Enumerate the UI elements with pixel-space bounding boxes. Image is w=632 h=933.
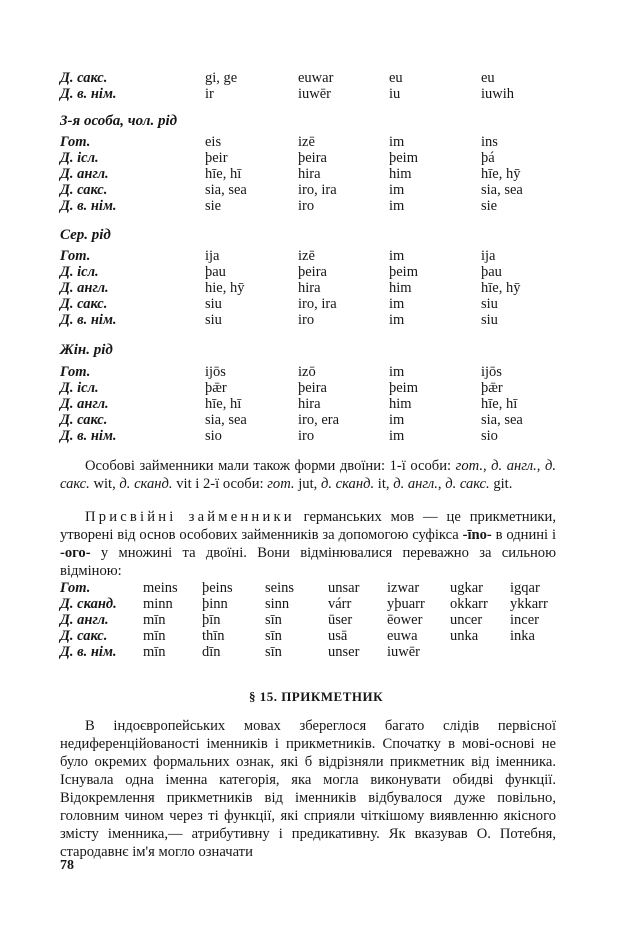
table-cell: ijōs [205, 364, 226, 380]
table-row [0, 86, 632, 103]
language-label: Гот. [60, 248, 91, 264]
table-cell: iuwēr [387, 644, 421, 660]
table-cell: þeir [205, 150, 228, 166]
table-row [0, 580, 632, 597]
table-cell: ija [205, 248, 220, 264]
table-cell: þeim [389, 264, 418, 280]
table-row [0, 412, 632, 429]
table-row [0, 612, 632, 629]
table-cell: eu [389, 70, 403, 86]
table-row [0, 166, 632, 183]
table-cell: sia, sea [481, 182, 523, 198]
language-label: Д. сакс. [60, 296, 108, 312]
table-cell: im [389, 296, 405, 312]
table-cell: mīn [143, 612, 166, 628]
language-label: Д. англ. [60, 612, 109, 628]
language-label: Гот. [60, 580, 91, 596]
table-cell: þǣr [481, 380, 503, 396]
table-cell: unser [328, 644, 360, 660]
table-cell: siu [481, 312, 498, 328]
table-row [0, 312, 632, 329]
emphasized-term: Присвійні займенники [85, 509, 295, 525]
table-cell: incer [510, 612, 539, 628]
language-label: Д. сканд. [60, 596, 117, 612]
table-row [0, 380, 632, 397]
table-cell: iro, ira [298, 182, 337, 198]
language-label: Гот. [60, 134, 91, 150]
section-heading: 3-я особа, чол. рід [60, 113, 178, 129]
language-abbrev: д. сканд. [119, 476, 173, 492]
table-cell: usā [328, 628, 348, 644]
table-cell: þeira [298, 380, 327, 396]
paragraph-text: у множині та двоїні. Вони відмінювалися переважно за сильною відміною: [60, 545, 556, 579]
language-label: Д. англ. [60, 396, 109, 412]
table-cell: im [389, 412, 405, 428]
table-cell: im [389, 198, 405, 214]
table-cell: hira [298, 280, 321, 296]
table-row [0, 150, 632, 167]
table-cell: iro, era [298, 412, 340, 428]
paragraph-text: jut, [294, 476, 321, 492]
section-heading: Сер. рід [60, 227, 111, 243]
table-cell: þau [205, 264, 226, 280]
table-cell: izē [298, 134, 315, 150]
table-cell: thīn [202, 628, 225, 644]
language-label: Д. англ. [60, 166, 109, 182]
table-cell: sia, sea [481, 412, 523, 428]
table-cell: sio [205, 428, 222, 444]
table-cell: ija [481, 248, 496, 264]
language-label: Д. англ. [60, 280, 109, 296]
table-cell: hīe, hī [205, 396, 242, 412]
table-cell: iro [298, 198, 315, 214]
table-cell: im [389, 182, 405, 198]
table-cell: him [389, 166, 412, 182]
suffix-term: -ого- [60, 545, 91, 561]
table-row [0, 182, 632, 199]
suffix-term: -īno- [462, 527, 492, 543]
table-cell: im [389, 312, 405, 328]
language-label: Д. сакс. [60, 182, 108, 198]
table-cell: þá [481, 150, 495, 166]
table-cell: euwar [298, 70, 334, 86]
table-cell: hīe, hī [481, 396, 518, 412]
paragraph-text: wit, [89, 476, 120, 492]
table-cell: þeira [298, 150, 327, 166]
table-cell: igqar [510, 580, 540, 596]
language-label: Д. сакс. [60, 412, 108, 428]
language-abbrev: гот., д. англ., д. сакс. [60, 458, 557, 492]
table-cell: izwar [387, 580, 420, 596]
table-cell: im [389, 134, 405, 150]
language-label: Д. в. нім. [60, 428, 117, 444]
language-label: Д. ісл. [60, 264, 99, 280]
section-title: § 15. ПРИКМЕТНИК [248, 689, 384, 704]
table-cell: hīe, hī [205, 166, 242, 182]
table-cell: siu [205, 312, 222, 328]
table-cell: hīe, hȳ [481, 166, 521, 182]
table-cell: him [389, 396, 412, 412]
table-cell: hīe, hȳ [481, 280, 521, 296]
table-cell: ykkarr [510, 596, 548, 612]
table-cell: ijōs [481, 364, 502, 380]
table-cell: seins [265, 580, 294, 596]
table-cell: izō [298, 364, 316, 380]
table-cell: sīn [265, 644, 282, 660]
paragraph-text: Особові займенники мали також форми двоїни: 1-ї особи: [85, 458, 456, 474]
table-row [0, 628, 632, 645]
table-cell: mīn [143, 644, 166, 660]
table-cell: uncer [450, 612, 483, 628]
table-row [0, 134, 632, 151]
table-row [0, 596, 632, 613]
table-cell: ir [205, 86, 214, 102]
table-cell: þeins [202, 580, 233, 596]
table-cell: sie [481, 198, 498, 214]
paragraph-text: в однині і [491, 527, 556, 543]
table-row [0, 644, 632, 661]
language-label: Д. в. нім. [60, 198, 117, 214]
table-cell: iro, ira [298, 296, 337, 312]
page-number: 78 [60, 858, 74, 873]
table-cell: euwa [387, 628, 418, 644]
table-row [0, 198, 632, 215]
table-cell: inka [510, 628, 535, 644]
table-cell: sia, sea [205, 182, 247, 198]
paragraph-dual-forms [60, 457, 556, 493]
table-row [0, 428, 632, 445]
language-label: Д. ісл. [60, 150, 99, 166]
language-label: Д. сакс. [60, 70, 108, 86]
table-cell: eis [205, 134, 222, 150]
paragraph-text: git. [489, 476, 513, 492]
table-cell: im [389, 428, 405, 444]
table-cell: sinn [265, 596, 290, 612]
language-abbrev: д. сканд. [320, 476, 375, 492]
language-label: Д. ісл. [60, 380, 99, 396]
paragraph-text: vit і 2-ї особи: [172, 476, 268, 492]
table-cell: iro [298, 428, 315, 444]
paragraph-text: В індоєвропейських мовах збереглося багато слідів первісної недиференційованості іменників і прикметників. Спочатку в мові-основі не було окремих формальних ознак, які б відрізняли прикметник від іменника. Існувала одна іменна категорія, яка могла виконувати обидві функції. Відокремлення прикметників від іменників відбувалося дуже повільно, головним чином через ті функції, які сприяли чіткішому виявленню якісного змісту іменника,— атрибутивну і предикативну. Як вказував О. Потебня, стародавнє ім'я могло означати [60, 718, 556, 860]
table-cell: ēower [387, 612, 423, 628]
table-cell: siu [205, 296, 222, 312]
table-cell: þīn [202, 612, 221, 628]
table-cell: sio [481, 428, 498, 444]
table-cell: okkarr [450, 596, 488, 612]
language-label: Д. в. нім. [60, 86, 117, 102]
paragraph-text: германських мов — це прикметники, утворені від основ особових займенників за допомогою суфікса [60, 509, 556, 543]
table-cell: mīn [143, 628, 166, 644]
table-row [0, 70, 632, 87]
table-cell: meins [143, 580, 178, 596]
table-cell: ūser [328, 612, 353, 628]
table-cell: im [389, 248, 405, 264]
table-cell: iuwih [481, 86, 515, 102]
language-label: Д. сакс. [60, 628, 108, 644]
table-cell: hie, hȳ [205, 280, 245, 296]
table-cell: þau [481, 264, 502, 280]
section-heading: Жін. рід [60, 342, 113, 358]
table-cell: sīn [265, 628, 282, 644]
table-cell: him [389, 280, 412, 296]
table-cell: sīn [265, 612, 282, 628]
language-label: Гот. [60, 364, 91, 380]
language-label: Д. в. нім. [60, 312, 117, 328]
table-cell: ugkar [450, 580, 484, 596]
table-row [0, 264, 632, 281]
table-cell: minn [143, 596, 173, 612]
table-cell: hira [298, 396, 321, 412]
language-label: Д. в. нім. [60, 644, 117, 660]
table-cell: gi, ge [205, 70, 238, 86]
table-cell: þeim [389, 380, 418, 396]
table-row [0, 296, 632, 313]
table-cell: sie [205, 198, 222, 214]
table-cell: várr [328, 596, 352, 612]
table-cell: yþuarr [387, 596, 425, 612]
table-cell: þinn [202, 596, 228, 612]
table-row [0, 396, 632, 413]
table-cell: eu [481, 70, 495, 86]
table-cell: þǣr [205, 380, 227, 396]
table-row [0, 248, 632, 265]
table-cell: iu [389, 86, 401, 102]
paragraph-text: it, [374, 476, 394, 492]
language-abbrev: гот. [267, 476, 295, 492]
table-cell: im [389, 364, 405, 380]
table-cell: þeim [389, 150, 418, 166]
table-cell: þeira [298, 264, 327, 280]
table-cell: hira [298, 166, 321, 182]
table-cell: unka [450, 628, 479, 644]
language-abbrev: д. англ., д. сакс. [393, 476, 490, 492]
table-cell: siu [481, 296, 498, 312]
table-cell: iuwēr [298, 86, 332, 102]
table-cell: unsar [328, 580, 360, 596]
table-cell: izē [298, 248, 315, 264]
table-row [0, 280, 632, 297]
table-cell: dīn [202, 644, 221, 660]
paragraph-possessive-pronouns [60, 508, 556, 580]
table-cell: iro [298, 312, 315, 328]
table-cell: sia, sea [205, 412, 247, 428]
paragraph-adjective-intro [60, 717, 556, 861]
table-cell: ins [481, 134, 498, 150]
table-row [0, 364, 632, 381]
